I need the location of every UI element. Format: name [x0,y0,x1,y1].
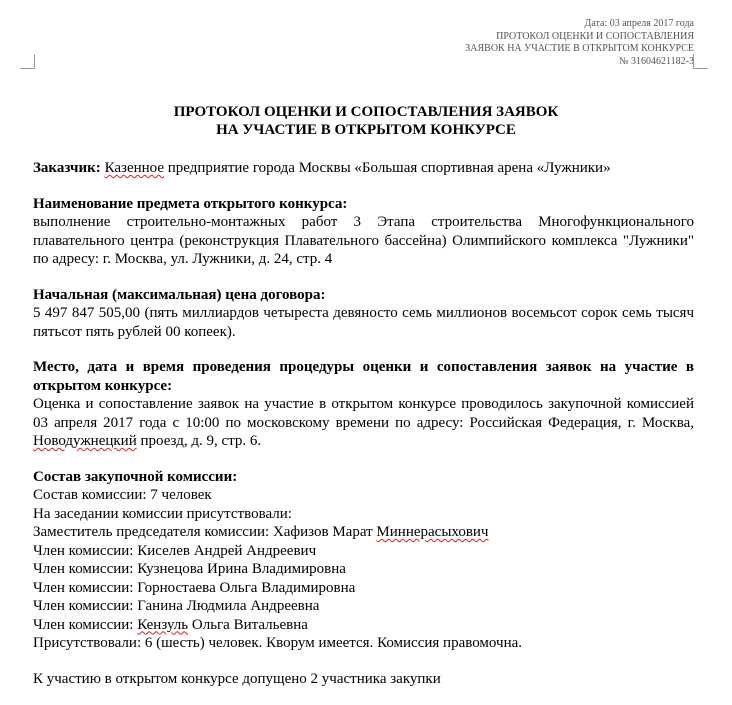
header-title-line-1: ПРОТОКОЛ ОЦЕНКИ И СОПОСТАВЛЕНИЯ [496,30,694,42]
price-label: Начальная (максимальная) цена договора: [33,286,326,303]
commission-member [33,560,694,579]
subject-text: выполнение строительно-монтажных работ 3 Этапа строительства Многофункционального плавательного центра (реконструкция Плавательного бассейна) Олимпийского комплекса "Лужники" по адресу: г. Москва, ул. Лужники, д. 24, стр. 4 [33,214,694,267]
subject-label: Наименование предмета открытого конкурса: [33,195,348,212]
place-text-end: проезд, д. 9, стр. 6. [136,433,262,449]
place-text [33,395,694,451]
place-label: Место, дата и время проведения процедуры оценки и сопоставления заявок на участие в открытом конкурсе: [33,359,694,394]
commission-present-intro: На заседании комиссии присутствовали: [33,505,292,522]
member-text: Член комиссии: Киселев Андрей Андреевич [33,542,317,559]
member-misspelled-word: Кензуль [137,616,189,633]
title-line-2: НА УЧАСТИЕ В ОТКРЫТОМ КОНКУРСЕ [216,122,516,138]
commission-quorum: Присутствовали: 6 (шесть) человек. Кворум имеется. Комиссия правомочна. [33,635,523,651]
place-misspelled-word: Новодужнецкий [33,433,137,449]
header-date: Дата: 03 апреля 2017 года [584,18,694,29]
deputy-misspelled-word: Миннерасыхович [376,524,489,540]
commission-member [33,579,694,598]
place-text-start: Оценка и сопоставление заявок на участие в открытом конкурсе проводилось закупочной комиссией 03 апреля 2017 года с 10:00 по московскому времени по адресу: Российская Федерация, г. Москва, [33,396,694,431]
member-text: Член комиссии: [33,616,138,633]
member-text-end: Ольга Витальевна [188,616,308,633]
commission-deputy [33,523,694,542]
commission-member [33,542,694,561]
header-number: № 31604621182-3 [619,55,694,67]
document-body [33,159,694,688]
title-line-1: ПРОТОКОЛ ОЦЕНКИ И СОПОСТАВЛЕНИЯ ЗАЯВОК [173,104,559,120]
member-text: Член комиссии: Кузнецова Ирина Владимировна [33,561,346,577]
header-title-line-2: ЗАЯВОК НА УЧАСТИЕ В ОТКРЫТОМ КОНКУРСЕ [465,43,694,54]
document-title [0,103,732,139]
customer-name: предприятие города Москвы «Большая спортивная арена «Лужники» [164,160,611,176]
commission-member [33,597,694,616]
commission-label: Состав закупочной комиссии: [33,468,238,485]
page-corner-mark-right [693,54,708,69]
deputy-name: Заместитель председателя комиссии: Хафизов Марат [33,524,377,540]
member-text: Член комиссии: Горностаева Ольга Владимировна [33,579,356,596]
customer-misspelled-word: Казенное [104,160,165,176]
document-header [465,18,694,68]
commission-member [33,616,694,635]
customer-paragraph [33,159,694,178]
member-text: Член комиссии: Ганина Людмила Андреевна [33,598,320,614]
page-corner-mark-left [20,54,35,69]
admitted-participants: К участию в открытом конкурсе допущено 2 участника закупки [33,670,441,687]
commission-size: Состав комиссии: 7 человек [33,487,212,503]
price-text: 5 497 847 505,00 (пять миллиардов четыреста девяносто семь миллионов восемьсот сорок семь тысяч пятьсот пять рублей 00 копеек). [33,305,694,340]
customer-label: Заказчик: [33,160,101,176]
